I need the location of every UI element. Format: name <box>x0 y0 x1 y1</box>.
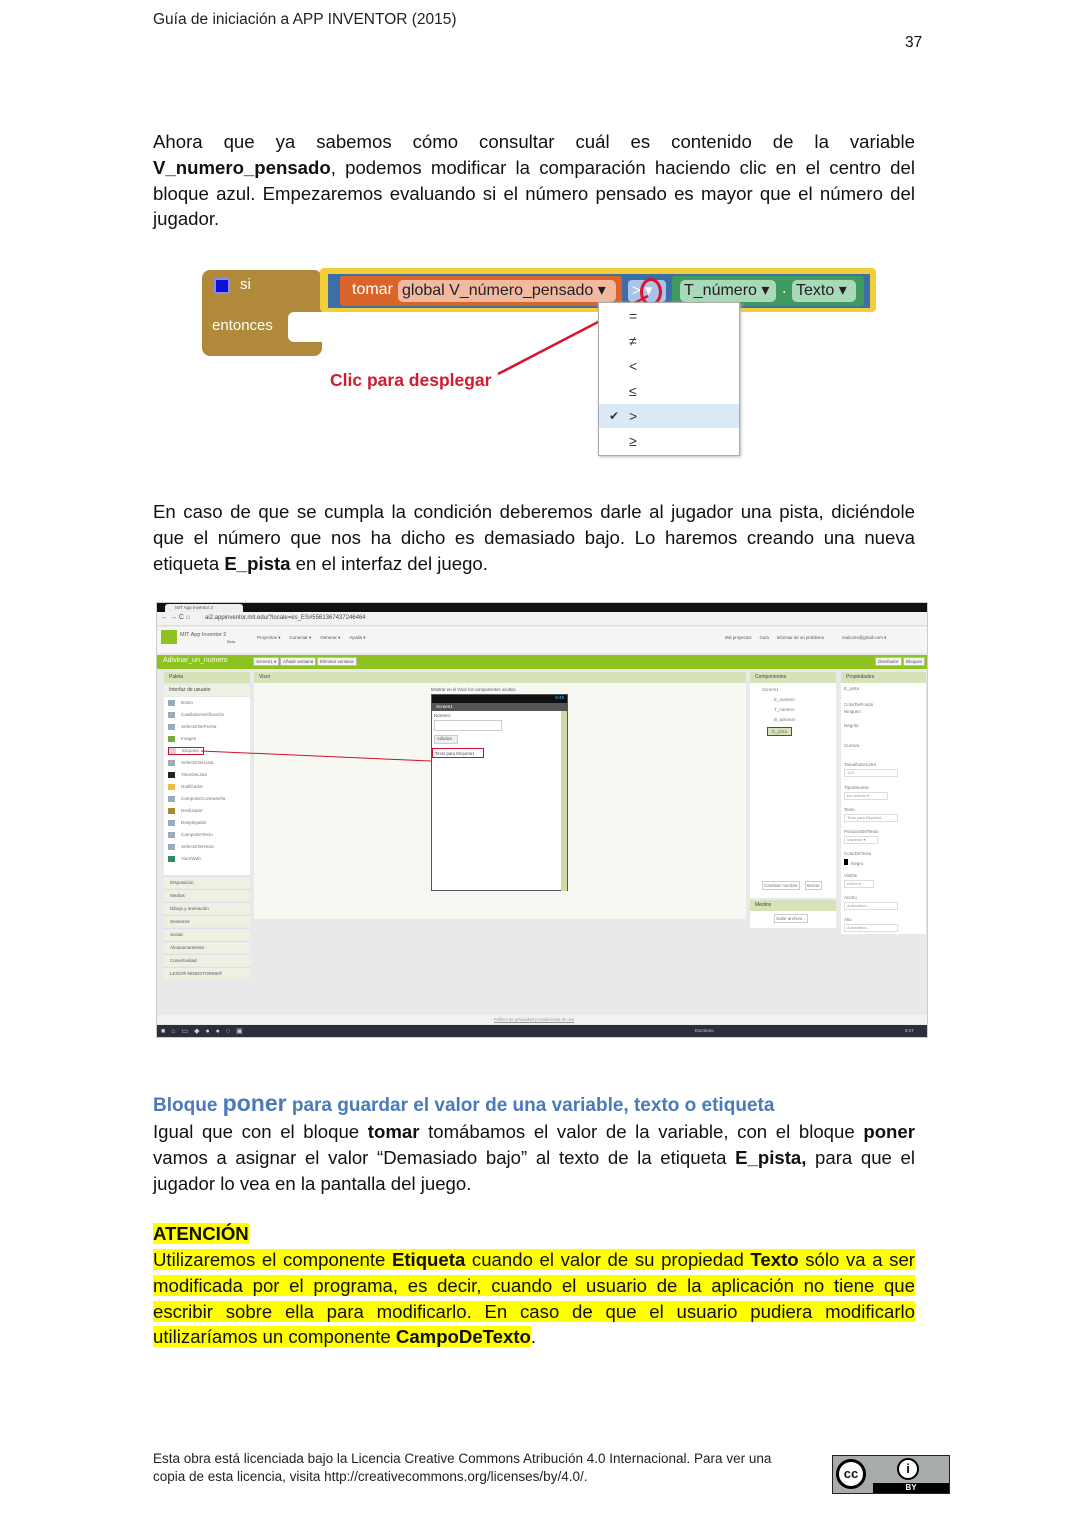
prop-name: ColorDeFondo <box>844 702 874 707</box>
component-dropdown[interactable]: T_número ▾ <box>680 280 776 302</box>
tree-item[interactable]: T_número <box>774 707 795 712</box>
upload-button[interactable]: Subir archivo... <box>776 916 807 921</box>
url-field[interactable]: ai2.appinventor.mit.edu/?locale=es_ES#5561367437246464 <box>205 615 366 621</box>
prop-name: Visible <box>844 873 858 878</box>
palette-item[interactable]: Desplegable <box>168 820 248 826</box>
palette-title: Paleta <box>164 672 250 683</box>
remove-screen-button[interactable]: Eliminar ventana <box>317 657 357 666</box>
prop-select[interactable]: izquierda ▾ <box>844 836 878 844</box>
variable-name: V_numero_pensado <box>153 156 331 178</box>
palette-category[interactable]: Disposición <box>164 876 250 888</box>
palette-item[interactable]: CasillaDeVerificación <box>168 712 248 718</box>
page-number: 37 <box>905 34 923 51</box>
prop-name: ColorDeTexto <box>844 851 872 856</box>
attention-paragraph: Utilizaremos el componente Etiqueta cuando el valor de su propiedad Texto sólo va a ser modificada por el programa, es decir, cuando el usuario de la aplicación no tiene que escribir sobre ella para modificarlo. En caso de que el usuario pudiera modificarlo utilizaríamos un componente CampoDeTexto. <box>153 1249 915 1348</box>
variable-dropdown[interactable]: global V_número_pensado ▾ <box>398 280 616 302</box>
beta-label: Beta <box>227 639 236 644</box>
operator-menu <box>598 302 740 456</box>
clock: 8:17 <box>905 1028 914 1033</box>
viewer-title: Visor <box>254 672 746 683</box>
section-heading: Bloque poner para guardar el valor de una variable, texto o etiqueta <box>153 1090 775 1116</box>
tree-item-selected[interactable]: E_pista <box>767 727 792 736</box>
palette-item[interactable]: VisorDeLista <box>168 772 248 778</box>
menu-item-selected[interactable] <box>599 404 739 428</box>
palette-category[interactable]: LEGO® MINDSTORMS® <box>164 967 250 979</box>
properties-title: Propiedades <box>841 672 926 683</box>
prop-input[interactable]: Automático... <box>844 902 898 910</box>
menu-item[interactable] <box>599 354 739 378</box>
cc-by-badge <box>832 1455 950 1494</box>
palette-item[interactable]: SelectorDeLista <box>168 760 248 766</box>
desktop-label[interactable]: Escritorio <box>695 1028 714 1033</box>
menu-item[interactable] <box>599 379 739 403</box>
arrow-line <box>200 266 880 458</box>
palette-item[interactable]: Imagen <box>168 736 248 742</box>
phone-status-bar: 9:48 <box>432 695 567 703</box>
prop-input[interactable]: 14.0 <box>844 769 898 777</box>
menu-label: ≤ <box>629 383 637 399</box>
palette-item[interactable]: Botón <box>168 700 248 706</box>
project-name: Adivinar_un_numero <box>163 657 228 664</box>
palette-item[interactable]: VisorWeb <box>168 856 248 862</box>
prop-name: TipoDeLetra <box>844 785 869 790</box>
palette-item[interactable]: Deslizador <box>168 808 248 814</box>
prop-name: Cursiva <box>844 743 860 748</box>
tree-item[interactable]: E_numero <box>774 697 795 702</box>
attribution-icon: i <box>897 1458 919 1480</box>
palette-item[interactable]: SelectorDeHora <box>168 844 248 850</box>
phone-title: Screen1 <box>432 703 567 711</box>
components-panel <box>750 672 836 898</box>
paragraph-2 <box>153 499 915 576</box>
intro-paragraph <box>153 129 915 232</box>
add-screen-button[interactable]: Añadir ventana <box>280 657 316 666</box>
screen-select[interactable]: Screen1 ▾ <box>253 657 279 666</box>
license-text: Esta obra está licenciada bajo la Licencia Creative Commons Atribución 4.0 Internacional. Para ver una copia de esta licencia, visita http://creativecommons.org/licenses/by/4.0/. <box>153 1451 772 1484</box>
text: Ahora que ya sabemos cómo consultar cuál es contenido de la variable <box>153 131 915 152</box>
palette-item[interactable]: CampoDeContraseña <box>168 796 248 802</box>
properties-panel <box>841 672 926 934</box>
text: En caso de que se cumpla la condición deberemos darle al jugador una pista, diciéndole que el número que nos ha dicho es demasiado bajo. Lo haremos creando una nueva etiqueta <box>153 501 915 574</box>
palette-category[interactable]: Almacenamiento <box>164 941 250 953</box>
menu-label: = <box>629 308 638 324</box>
label-name: E_pista <box>224 552 291 574</box>
palette-category[interactable]: Dibujo y animación <box>164 902 250 914</box>
media-title: Medios <box>750 900 836 911</box>
blocks-figure <box>200 266 880 458</box>
components-title: Componentes <box>750 672 836 683</box>
phone-button[interactable]: Adivina <box>434 735 458 744</box>
text: , podemos modificar la comparación haciendo clic en el centro del bloque azul. Empezaremos evaluando si el número pensado es mayor que el número del jugador. <box>153 156 915 230</box>
menu-item[interactable] <box>599 329 739 353</box>
windows-taskbar <box>157 1025 928 1038</box>
tree-item[interactable]: B_adivinar <box>774 717 796 722</box>
nav-icons[interactable]: ← → C ⌂ <box>161 614 191 621</box>
phone-label: Número: <box>434 713 452 718</box>
prop-name: Ancho <box>844 895 857 900</box>
show-hidden-checkbox[interactable]: Mostrar en el Visor los componentes ocultos <box>431 687 516 692</box>
prop-value[interactable]: Ninguno <box>844 709 861 714</box>
by-label: BY <box>873 1483 949 1493</box>
tree-item[interactable]: Screen1 <box>762 687 779 692</box>
menu-label: ≥ <box>629 433 637 449</box>
guide-link[interactable]: Guía <box>759 635 769 640</box>
operator-dropdown[interactable]: > ▾ <box>628 280 666 302</box>
phone-new-label[interactable]: Texto para Etiqueta1 <box>432 748 484 758</box>
menu-item[interactable] <box>599 429 739 453</box>
prop-name: TamañoDeLetra <box>844 762 877 767</box>
taskbar-icons[interactable]: ■⌂▭◆●●○▣ <box>161 1028 249 1035</box>
palette-item[interactable]: CampoDeTexto <box>168 832 248 838</box>
menu-label: ≠ <box>629 333 637 349</box>
prop-input[interactable]: Texto para Etiqueta1 <box>844 814 898 822</box>
prop-value[interactable]: Negro <box>844 859 863 866</box>
running-header: Guía de iniciación a APP INVENTOR (2015) <box>153 11 457 28</box>
prop-name: Alto <box>844 917 852 922</box>
dot-separator: . <box>782 280 787 297</box>
palette-item[interactable]: Notificador <box>168 784 248 790</box>
palette-category[interactable]: Sensores <box>164 915 250 927</box>
prop-name: Negrita <box>844 723 859 728</box>
cc-icon: cc <box>836 1459 866 1489</box>
if-label: si <box>240 276 251 293</box>
designer-button[interactable]: Diseñador <box>875 657 902 666</box>
selected-component: E_pista <box>844 686 860 691</box>
app-name: MIT App Inventor 2 <box>180 632 227 638</box>
palette-item[interactable]: SelectorDeFecha <box>168 724 248 730</box>
menu-connect[interactable]: Conectar ▾ <box>289 635 312 640</box>
rename-button[interactable]: Cambiar nombre <box>764 883 798 888</box>
menu-label: > <box>629 408 638 424</box>
menu-item[interactable] <box>599 304 739 328</box>
privacy-link[interactable]: Política de privacidad y condiciones de uso <box>494 1017 575 1022</box>
paragraph-3: Igual que con el bloque tomar tomábamos el valor de la variable, con el bloque poner vamos a asignar el valor “Demasiado bajo” al texto de la etiqueta E_pista, para que el jugador lo vea en la pantalla del juego. <box>153 1121 915 1194</box>
then-label: entonces <box>212 317 273 334</box>
attention-title: ATENCIÓN <box>153 1223 249 1244</box>
annotation: Clic para desplegar <box>330 370 492 390</box>
property-dropdown[interactable]: Texto ▾ <box>792 280 856 302</box>
my-projects-link[interactable]: Mis proyectos <box>725 635 752 640</box>
browser-tab[interactable]: MIT App Inventor 2 <box>165 604 243 612</box>
palette-category[interactable]: Conectividad <box>164 954 250 966</box>
prop-name: PosiciónDelTexto <box>844 829 879 834</box>
palette-group[interactable]: Interfaz de usuario <box>164 685 250 696</box>
text: en el interfaz del juego. <box>290 552 488 574</box>
menu-label: < <box>629 358 638 374</box>
palette-item-etiqueta[interactable]: Etiqueta <box>168 747 204 755</box>
app-inventor-screenshot <box>156 602 928 1038</box>
blocks-button[interactable]: Bloques <box>903 657 925 666</box>
check-icon: ✔ <box>609 409 620 423</box>
prop-name: Texto <box>844 807 855 812</box>
palette-category[interactable]: Medios <box>164 889 250 901</box>
menu-projects[interactable]: Proyectos ▾ <box>257 635 281 640</box>
prop-select[interactable]: visible ▾ <box>844 880 874 888</box>
prop-input[interactable]: Automático... <box>844 924 898 932</box>
media-panel <box>750 900 836 928</box>
palette-category[interactable]: Social <box>164 928 250 940</box>
prop-select[interactable]: por defecto ▾ <box>844 792 888 800</box>
delete-button[interactable]: Borrar <box>807 883 820 888</box>
account-menu[interactable]: realcorre@gmail.com ▾ <box>841 635 887 640</box>
get-label: tomar <box>352 281 393 298</box>
menu-help[interactable]: Ayuda ▾ <box>349 635 366 640</box>
menu-build[interactable]: Generar ▾ <box>320 635 341 640</box>
report-link[interactable]: Informar de un problema <box>776 635 824 640</box>
